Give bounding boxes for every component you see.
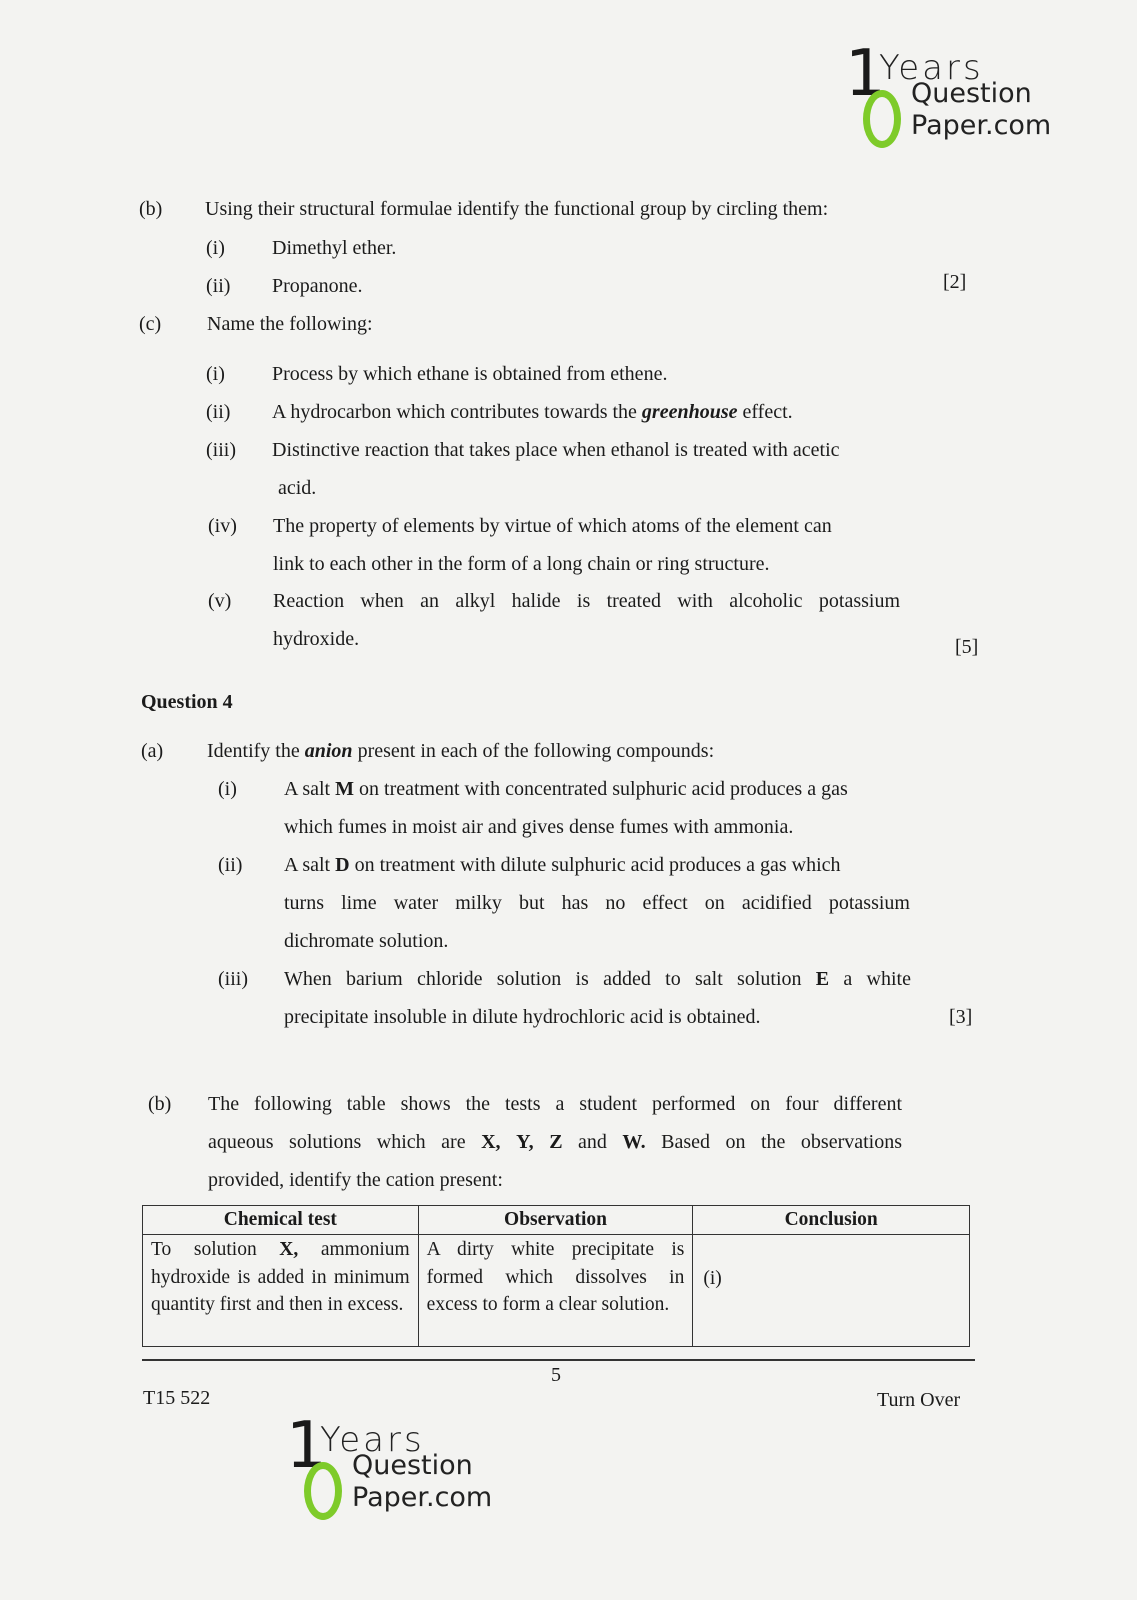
text: When barium chloride solution is added to salt solution (284, 968, 816, 990)
logo-one: 1 (845, 37, 886, 111)
logo-question: Question (352, 1450, 473, 1481)
text-pre: A hydrocarbon which contributes towards the (272, 401, 642, 423)
answer-blank-label: (i) (703, 1268, 722, 1290)
item-num: (iv) (208, 515, 237, 537)
solution-letter: W. (622, 1131, 646, 1153)
item-text: Dimethyl ether. (272, 237, 397, 259)
footer-rule (142, 1359, 975, 1361)
text: a white (829, 968, 911, 990)
solution-letter: X, (279, 1239, 299, 1260)
item-text: hydroxide. (273, 628, 360, 650)
item-num: (iii) (206, 439, 236, 461)
part-text (208, 1131, 902, 1154)
item-num: (iii) (218, 968, 248, 990)
text: and (562, 1131, 623, 1153)
logo-paper: Paper.com (911, 110, 1052, 141)
marks: [3] (949, 1006, 973, 1028)
salt-letter: E (815, 968, 830, 990)
item-text: Reaction when an alkyl halide is treated with alcoholic potassium (273, 590, 900, 612)
part-label: (b) (148, 1093, 172, 1115)
part-label: (a) (141, 740, 164, 762)
header-conclusion: Conclusion (693, 1206, 970, 1235)
text: ammonium hydroxide is added in minimum quantity first and then in excess. (151, 1239, 410, 1315)
item-num: (v) (208, 590, 232, 612)
item-text: turns lime water milky but has no effect on acidified potassium (284, 892, 910, 914)
item-num: (ii) (206, 401, 231, 423)
cell-chemical-test (143, 1235, 419, 1347)
part-text: Using their structural formulae identify the functional group by circling them: (205, 198, 829, 220)
logo-years: Years (879, 48, 984, 88)
page-number: 5 (551, 1364, 561, 1386)
logo-question: Question (911, 78, 1032, 109)
tests-table (142, 1205, 970, 1347)
logo-zero-ring (863, 90, 901, 148)
logo-paper: Paper.com (352, 1482, 493, 1513)
text: Based on the observations (645, 1131, 903, 1153)
part-text: The following table shows the tests a student performed on four different (208, 1093, 902, 1115)
salt-letter: M (335, 778, 355, 800)
solution-letter: Z (549, 1131, 563, 1153)
item-num: (i) (218, 778, 237, 800)
text-post: effect. (737, 401, 793, 423)
item-text: Propanone. (272, 275, 363, 297)
item-text: The property of elements by virtue of which atoms of the element can (273, 515, 832, 537)
item-text (284, 968, 911, 991)
bottom-logo (286, 1409, 506, 1522)
text: To solution (151, 1239, 280, 1260)
text-pre: Identify the (207, 740, 305, 762)
text: A salt (284, 854, 336, 876)
item-text: precipitate insoluble in dilute hydrochloric acid is obtained. (284, 1006, 761, 1028)
text: A salt (284, 778, 336, 800)
part-text (207, 740, 714, 763)
part-text: provided, identify the cation present: (208, 1169, 503, 1191)
logo-one: 1 (286, 1409, 327, 1483)
header-observation: Observation (418, 1206, 693, 1235)
item-text: which fumes in moist air and gives dense fumes with ammonia. (284, 816, 794, 838)
question-title: Question 4 (141, 691, 233, 713)
solution-letter: Y, (516, 1131, 534, 1153)
solution-letter: X, (481, 1131, 501, 1153)
part-text: Name the following: (207, 313, 373, 335)
text: on treatment with concentrated sulphuric acid produces a gas (354, 778, 848, 800)
item-text: dichromate solution. (284, 930, 449, 952)
item-num: (i) (206, 237, 225, 259)
marks: [5] (955, 636, 979, 658)
paper-code: T15 522 (143, 1387, 211, 1409)
text: aqueous solutions which are (208, 1131, 482, 1153)
logo-years: Years (320, 1420, 425, 1460)
item-text: Distinctive reaction that takes place when ethanol is treated with acetic (272, 439, 840, 461)
item-num: (ii) (218, 854, 243, 876)
logo-zero-ring (304, 1462, 342, 1520)
emphasis-anion: anion (304, 740, 353, 762)
emphasis-greenhouse: greenhouse (641, 401, 738, 423)
item-text (272, 401, 793, 424)
table-row (143, 1235, 970, 1347)
salt-letter: D (335, 854, 350, 876)
item-text (284, 854, 841, 877)
item-num: (i) (206, 363, 225, 385)
item-num: (ii) (206, 275, 231, 297)
text: on treatment with dilute sulphuric acid produces a gas which (349, 854, 841, 876)
item-text: acid. (278, 477, 317, 499)
part-label: (b) (139, 198, 163, 220)
item-text: Process by which ethane is obtained from ethene. (272, 363, 668, 385)
text-post: present in each of the following compounds: (352, 740, 715, 762)
top-logo (845, 37, 1065, 150)
table-header-row (143, 1206, 970, 1235)
header-chemical-test: Chemical test (143, 1206, 419, 1235)
cell-conclusion (693, 1235, 970, 1347)
turn-over: Turn Over (877, 1389, 961, 1411)
cell-observation: A dirty white precipitate is formed which dissolves in excess to form a clear solution. (418, 1235, 693, 1347)
item-text (284, 778, 848, 801)
part-label: (c) (139, 313, 162, 335)
item-text: link to each other in the form of a long chain or ring structure. (273, 553, 770, 575)
marks: [2] (943, 271, 967, 293)
